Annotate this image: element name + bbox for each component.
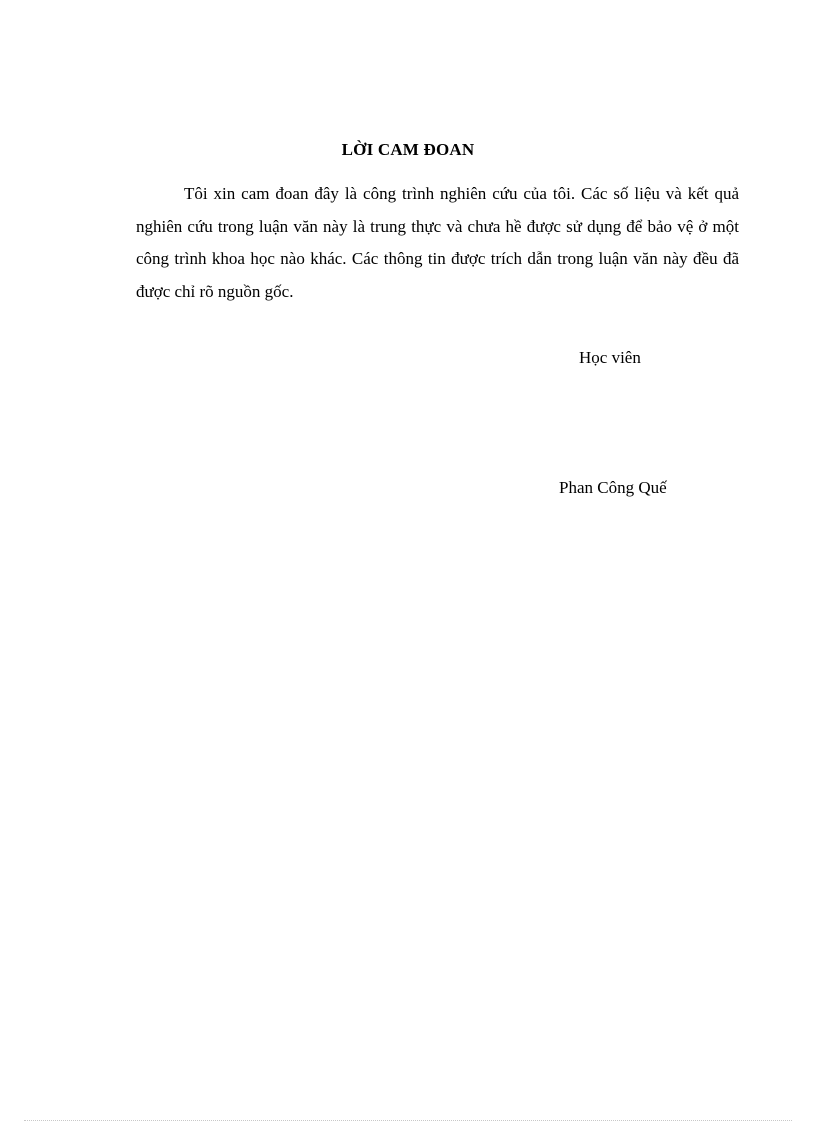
declaration-paragraph: Tôi xin cam đoan đây là công trình nghiên cứu của tôi. Các số liệu và kết quả nghiên cứu trong luận văn này là trung thực và chưa hề được sử dụng để bảo vệ ở một công trình khoa học nào khác. Các thông tin được trích dẫn trong luận văn này đều đã được chỉ rõ nguồn gốc.: [136, 184, 739, 301]
signer-name: Phan Công Quế: [559, 478, 667, 497]
document-title: LỜI CAM ĐOAN: [341, 140, 475, 159]
page-bottom-divider: [24, 1120, 792, 1121]
signer-role: Học viên: [579, 348, 641, 367]
